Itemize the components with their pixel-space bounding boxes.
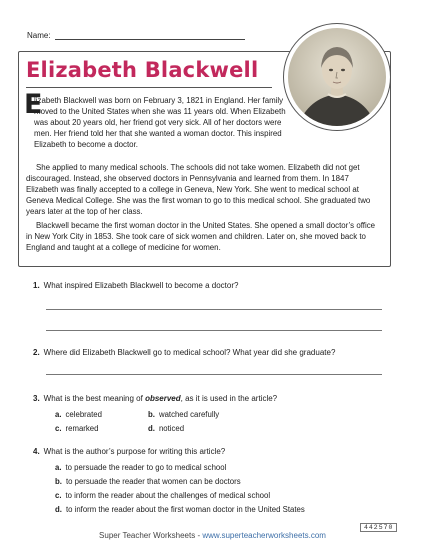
option-3d[interactable] bbox=[148, 424, 184, 433]
answer-line[interactable] bbox=[46, 330, 382, 331]
question-text: What inspired Elizabeth Blackwell to become a doctor? bbox=[43, 281, 239, 290]
option-text: to persuade the reader to go to medical school bbox=[65, 463, 227, 472]
portrait-illustration bbox=[288, 28, 386, 126]
question-number: 1. bbox=[33, 281, 40, 290]
option-letter: a. bbox=[55, 410, 62, 419]
name-line-rule bbox=[55, 31, 245, 40]
portrait-photo bbox=[283, 23, 391, 131]
question-text: What is the author’s purpose for writing this article? bbox=[43, 447, 226, 456]
option-letter: c. bbox=[55, 424, 62, 433]
option-letter: b. bbox=[148, 410, 155, 419]
worksheet-code: 442570 bbox=[360, 523, 397, 532]
question-number: 2. bbox=[33, 348, 40, 357]
answer-line[interactable] bbox=[46, 374, 382, 375]
option-letter: a. bbox=[55, 463, 62, 472]
question-emphasis-word: observed bbox=[145, 394, 181, 403]
paragraph-1: lizabeth Blackwell was born on February 3, 1821 in England. Her family moved to the United States when she was 11 years old. When Elizabeth was about 20 years old, her friend got very sick. All of her doctors were men. Her friend told her that she wanted a woman doctor. This inspired Elizabeth to become a doctor. bbox=[34, 96, 286, 149]
option-text: noticed bbox=[158, 424, 185, 433]
option-text: watched carefully bbox=[158, 410, 220, 419]
option-3a[interactable] bbox=[55, 410, 102, 419]
option-text: celebrated bbox=[65, 410, 102, 419]
question-number: 3. bbox=[33, 394, 40, 403]
option-text: remarked bbox=[65, 424, 99, 433]
question-1 bbox=[33, 281, 238, 290]
paragraph-2: She applied to many medical schools. The schools did not take women. Elizabeth did not get discouraged. Instead, she observed doctors in Pennsylvania and learned from them. In 1847 Elizabeth was finally accepted to a college in Geneva, New York. She went to medical school at Geneva Medical College. She was the first woman to go to this medical school. She graduated two years later at the top of her class. bbox=[26, 163, 371, 216]
question-text-before: What is the best meaning of bbox=[43, 394, 146, 403]
option-letter: d. bbox=[148, 424, 155, 433]
option-3c[interactable] bbox=[55, 424, 98, 433]
footer-url-link[interactable]: www.superteacherworksheets.com bbox=[202, 531, 326, 540]
article-title: Elizabeth Blackwell bbox=[26, 58, 259, 82]
option-4d[interactable] bbox=[55, 505, 305, 514]
footer bbox=[0, 531, 425, 540]
drop-cap: E bbox=[24, 89, 43, 120]
name-label: Name: bbox=[27, 31, 51, 40]
question-4 bbox=[33, 447, 225, 456]
name-field[interactable] bbox=[27, 31, 245, 40]
footer-separator: - bbox=[195, 531, 203, 540]
option-3b[interactable] bbox=[148, 410, 219, 419]
footer-brand: Super Teacher Worksheets bbox=[99, 531, 196, 540]
question-number: 4. bbox=[33, 447, 40, 456]
option-4c[interactable] bbox=[55, 491, 270, 500]
question-2 bbox=[33, 348, 335, 357]
question-text: Where did Elizabeth Blackwell go to medical school? What year did she graduate? bbox=[43, 348, 336, 357]
question-text-after: , as it is used in the article? bbox=[180, 394, 278, 403]
option-text: to inform the reader about the challenges of medical school bbox=[65, 491, 271, 500]
option-letter: c. bbox=[55, 491, 62, 500]
option-text: to inform the reader about the first woman doctor in the United States bbox=[65, 505, 305, 514]
option-letter: b. bbox=[55, 477, 62, 486]
answer-line[interactable] bbox=[46, 309, 382, 310]
option-letter: d. bbox=[55, 505, 62, 514]
title-underline bbox=[26, 87, 272, 88]
option-4b[interactable] bbox=[55, 477, 241, 486]
option-4a[interactable] bbox=[55, 463, 226, 472]
question-3 bbox=[33, 394, 277, 403]
paragraph-3: Blackwell became the first woman doctor in the United States. She opened a small doctor’s office in New York City in 1853. She took care of sick women and children. Later on, she moved back to England and taught at a college of medicine for women. bbox=[26, 221, 376, 252]
option-text: to persuade the reader that women can be doctors bbox=[65, 477, 241, 486]
